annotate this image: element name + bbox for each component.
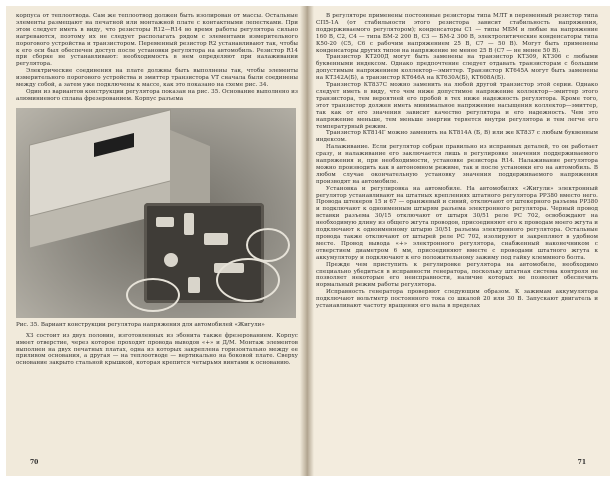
book-gutter bbox=[300, 6, 314, 476]
right-page bbox=[306, 6, 610, 476]
page-number-left: 70 bbox=[30, 459, 39, 466]
right-paragraph-7: Прежде чем приступить к регулировке регулятора на автомобиле, необходимо специально убедиться в исправности генератора, поскольку штатная система контроля не позволяет некоторые его неисправности, наличие которых не позволит обеспечить нормальный режим работы регулятора. bbox=[316, 261, 598, 289]
left-paragraph-2: Электрические соединения на плате должны быть выполнены так, чтобы элементы измерительного порогового устройства и эмиттер транзистора VT сначала были соединены между собой, а затем уже подключены к массе, как это показано на схеме рис. 34. bbox=[16, 68, 298, 89]
board-component bbox=[156, 217, 174, 227]
right-paragraph-1: В регуляторе применены постоянные резисторы типа МЛТ в переменный резистор типа СП5-1А (от стабильности этого резистора зависит стабильность напряжения, поддерживаемого регулятором); конденсаторы С1 — типы МБМ и любые на напряжение 160 В, С2, С4 — типа БМ-2 200 В, С3 — БМ-2 300 В, электролитические конденсаторы типа К50-20 (С5, С6 с рабочим напряжением 25 В, С7 — 50 В). Могут быть применены конденсаторы других типов на напряжение не менее 25 В (С7 — не менее 50 В). bbox=[316, 13, 598, 54]
regulator-photo bbox=[16, 108, 296, 318]
left-paragraph-1: корпуса от теплоотвода. Сам же теплоотвод должен быть изолирован от массы. Остальные элементы размещают на печатной или монтажной плате с контактными лепестками. При этом следует иметь в виду, что резисторы R12—R14 во время работы регулятора сильно нагреваются, поэтому их не следует располагать рядом с элементами измерительного порогового устройства и транзистором. Переменный резистор R2 устанавливают так, чтобы к его оси был обеспечен доступ после установки регулятора на автомобиль. Резистор R14 при сборке не устанавливают: необходимость в нем определяют при налаживании регулятора. bbox=[16, 13, 298, 68]
right-paragraph-4: Транзистор КТ814Г можно заменить на КТ814А (Б, В) или же КТ837 с любым буквенным индексом. bbox=[316, 130, 598, 144]
left-page bbox=[6, 6, 306, 476]
right-paragraph-8: Исправность генератора проверяют следующим образом. К зажимам аккумулятора подключают вольтметр постоянного тока со шкалой 20 или 30 В. Запускают двигатель и устанавливают частоту вращения его вала в пределах bbox=[316, 289, 598, 310]
board-component bbox=[184, 213, 194, 235]
left-paragraph-4: ХЗ состоит из двух половин, изготовленных из эбонита также фрезерованием. Корпус имеет отверстие, через которое проходят провода выводов «+» и Д/М. Монтаж элементов выполнен на двух печатных платах, одна из которых закреплена горизонтально между ее приливом основания, а другая — на теплоотводе — вертикально на боковой плате. Сверху основание закрыто стальной крышкой, которая крепится четырьмя винтами к основанию. bbox=[16, 332, 298, 367]
wire-loop bbox=[126, 278, 180, 312]
right-paragraph-3: Транзистор КТ837С можно заменить на любой другой транзистор этой серии. Однако следует иметь в виду, что чем ниже допустимое напряжение коллектор—эмиттер этого транзистора, тем вероятней его пробой в тех ниже надежность регулятора. Кроме того, этот транзистор должен иметь минимальное напряжение насыщения коллектор—эмиттер, так как от его значения зависит качество регулятора и его надежность. Чем это напряжение меньше, тем меньше энергии теряется внутри регулятора и тем легче его температурный режим. bbox=[316, 82, 598, 130]
board-component bbox=[204, 233, 228, 245]
book-spread bbox=[6, 6, 610, 476]
right-paragraph-2: Транзистор КТ200Д могут быть заменены на транзистор КТ309, КТ306 с любыми буквенными индексом. Однако предпочтение следует отдавать транзисторам с большим допустимым напряжением коллектор—эмиттер. Транзистор КТ645А могут быть заменены на КТ342А(Б), а транзистор КТ646А на КТ630А(Б), КТ608А(Б). bbox=[316, 54, 598, 82]
left-paragraph-3: Один из вариантов конструкции регулятора показан на рис. 35. Основание выполнено из алюминиевого сплава фрезерованием. Корпус разъема bbox=[16, 88, 298, 102]
right-paragraph-5: Налаживание. Если регулятор собран правильно из исправных деталей, то он работает сразу, и налаживание его заключается лишь в регулировке значения поддерживаемого напряжения и, при необходимости, установке резистора R14. Налаживание регулятора можно производить как в автономном режиме, так и после установки его на автомобиль. В любом случае окончательную установку значения поддерживаемого напряжения производят на автомобиле. bbox=[316, 144, 598, 185]
right-paragraph-6: Установка и регулировка на автомобиле. На автомобилях «Жигули» электронный регулятор устанавливают на штатных креплениях штатного регулятора РР380 вместо него. Провода штекеров 15 и 67 — оранжевый и синий, отключают от штекерного разъема РР380 и подключают к одноименным штырям разъема электронного регулятора. Черный провод вставки разъема 30/15 отключают от штыря 30/51 реле РС 702, освобождают на необходимую длину из общего жгута проводов, присоединяют его к проводам моего жгута и подключают к одноименному штырю 30/51 разъема электронного регулятора. Остальные провода также отключают от штырей реле РС 702, изолируют и закрепляют в удобном месте. Провод вывода «+» электронного регулятора, снабженный наконечником с отверстием диаметром 6 мм, присоединяют вместе с проводами штатного жгута к аккумулятору и подключают к его положительному зажиму под гайку клеммного болта. bbox=[316, 185, 598, 261]
wire-loop bbox=[246, 228, 290, 262]
wire-loop bbox=[216, 258, 280, 302]
figure-caption: Рис. 35. Вариант конструкции регулятора напряжения для автомобилей «Жигули» bbox=[16, 321, 265, 328]
board-component bbox=[164, 253, 178, 267]
page-number-right: 71 bbox=[577, 459, 586, 466]
board-component bbox=[188, 277, 200, 293]
